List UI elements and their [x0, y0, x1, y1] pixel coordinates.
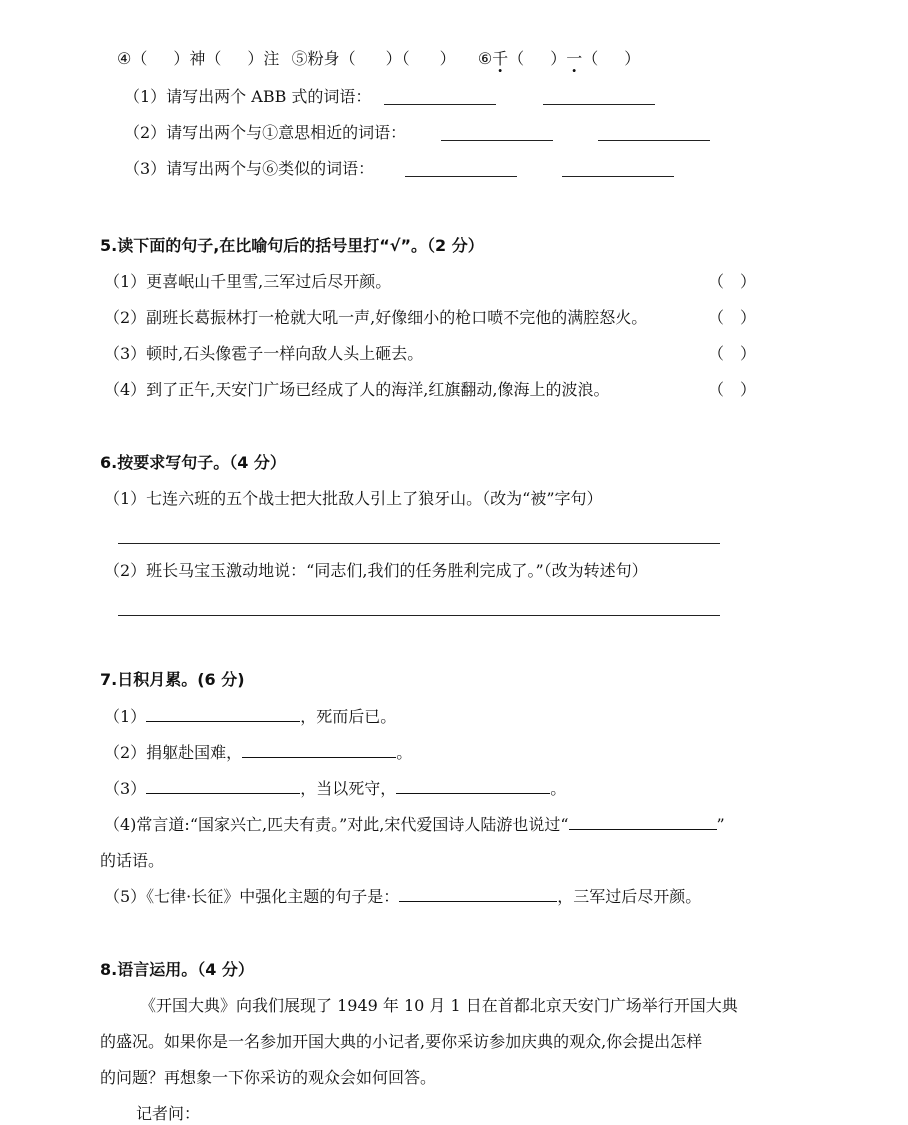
q5-item-3: [104, 343, 423, 365]
q4-sub1-text: （1）请写出两个 ABB 式的词语：: [124, 87, 372, 106]
q5-item-1: [104, 271, 391, 293]
q5-item-2-text: （2）副班长葛振林打一枪就大吼一声,好像细小的枪口喷不完他的满腔怒火。: [104, 308, 648, 327]
q7-sub5-suffix: ，三军过后尽开颜。: [557, 887, 702, 906]
q8-title: 8.语言运用。（4 分）: [100, 960, 254, 979]
q6-sub1: （1）七连六班的五个战士把大批敌人引上了狼牙山。（改为“被”字句）: [104, 489, 603, 508]
q5-item-1-text: （1）更喜岷山千里雪,三军过后尽开颜。: [104, 272, 392, 291]
q4-c6-close: ）: [550, 49, 567, 68]
q7-sub3-suffix: 。: [550, 779, 567, 798]
q8-reporter-question-label: 记者问：: [136, 1104, 201, 1123]
q4-c5-mid: ）（: [385, 49, 410, 68]
q7-sub2-suffix: 。: [396, 743, 413, 762]
q7-sub4-prefix: （4)常言道:“国家兴亡,匹夫有责。”对此,宋代爱国诗人陆游也说过“: [104, 815, 569, 834]
q7-sub4-suffix: ”: [716, 815, 725, 834]
q8-paragraph-line-1: 《开国大典》向我们展现了 1949 年 10 月 1 日在首都北京天安门广场举行开国大典: [140, 996, 738, 1015]
q8-paragraph-line-2: 的盛况。如果你是一名参加开国大典的小记者,要你采访参加庆典的观众,你会提出怎样: [100, 1032, 703, 1051]
q4-c5-end: ）: [439, 49, 456, 68]
q4-sub2-blank-2[interactable]: [598, 140, 710, 141]
q4-sub1-blank-1[interactable]: [384, 104, 496, 105]
q7-sub3-prefix: （3）: [104, 779, 147, 798]
q6-sub1-answer-line[interactable]: [118, 543, 720, 544]
q4-sub2-text: （2）请写出两个与①意思相近的词语：: [124, 123, 407, 142]
q7-sub1: [104, 706, 396, 728]
q7-sub5-blank[interactable]: [399, 887, 557, 902]
q4-c6-open: （: [508, 49, 525, 68]
q7-sub2: [104, 742, 412, 764]
q7-sub5: [104, 886, 701, 908]
q7-sub4: [104, 814, 725, 836]
q4-sub3-text: （3）请写出两个与⑥类似的词语：: [124, 159, 375, 178]
q8-paragraph-line-3: 的问题？再想象一下你采访的观众会如何回答。: [100, 1068, 437, 1087]
q6-title: 6.按要求写句子。（4 分）: [100, 453, 286, 472]
q5-title: 5.读下面的句子,在比喻句后的括号里打“√”。（2 分）: [100, 236, 484, 255]
q7-sub2-prefix: （2）捐躯赴国难，: [104, 743, 243, 762]
q7-sub3-blank-2[interactable]: [396, 779, 550, 794]
q5-item-4: [104, 379, 609, 401]
q4-c6-dotted-char: 千: [492, 49, 509, 68]
q4-sub2: [124, 122, 406, 144]
q4-sub3-blank-1[interactable]: [405, 176, 517, 177]
q5-item-2-answer[interactable]: （ ）: [708, 308, 757, 327]
q4-sub1: [124, 86, 371, 108]
q7-title: 7.日积月累。(6 分): [100, 670, 245, 689]
q7-sub1-blank[interactable]: [146, 707, 300, 722]
q7-sub3-blank-1[interactable]: [146, 779, 300, 794]
q7-sub1-suffix: ，死而后已。: [300, 707, 397, 726]
q7-sub3-middle: ，当以死守，: [300, 779, 397, 798]
q4-sub3-blank-2[interactable]: [562, 176, 674, 177]
q5-item-4-text: （4）到了正午,天安门广场已经成了人的海洋,红旗翻动,像海上的波浪。: [104, 380, 610, 399]
q5-item-1-answer[interactable]: （ ）: [708, 272, 757, 291]
q4-sub3: [124, 158, 374, 180]
q4-c4-end: ）注: [247, 49, 280, 68]
q4-c4-mid: ）神（: [173, 49, 222, 68]
q7-sub5-prefix: （5）《七律·长征》中强化主题的句子是：: [104, 887, 400, 906]
q4-c4-open: ④（: [117, 49, 148, 68]
q7-sub1-prefix: （1）: [104, 707, 147, 726]
q5-item-3-answer[interactable]: （ ）: [708, 344, 757, 363]
q7-sub4-continuation: 的话语。: [100, 851, 165, 870]
q5-item-2: [104, 307, 647, 329]
q5-item-4-answer[interactable]: （ ）: [708, 380, 757, 399]
q5-item-3-text: （3）顿时,石头像雹子一样向敌人头上砸去。: [104, 344, 424, 363]
q4-c6-close2: ）: [624, 49, 641, 68]
q7-sub3: [104, 778, 566, 800]
q6-sub2-answer-line[interactable]: [118, 615, 720, 616]
q4-c6-dotted-yi: 一: [566, 49, 583, 68]
q4-sub1-blank-2[interactable]: [543, 104, 655, 105]
q4-sub2-blank-1[interactable]: [441, 140, 553, 141]
q6-sub2: （2）班长马宝玉激动地说：“同志们,我们的任务胜利完成了。”（改为转述句）: [104, 561, 648, 580]
q4-c6-label: ⑥: [477, 49, 493, 68]
q4-idiom-row: [117, 48, 757, 70]
q7-sub4-blank[interactable]: [569, 815, 717, 830]
q4-c5-open: ⑤粉身（: [291, 49, 356, 68]
q4-c6-open2: （: [582, 49, 599, 68]
q7-sub2-blank[interactable]: [242, 743, 396, 758]
